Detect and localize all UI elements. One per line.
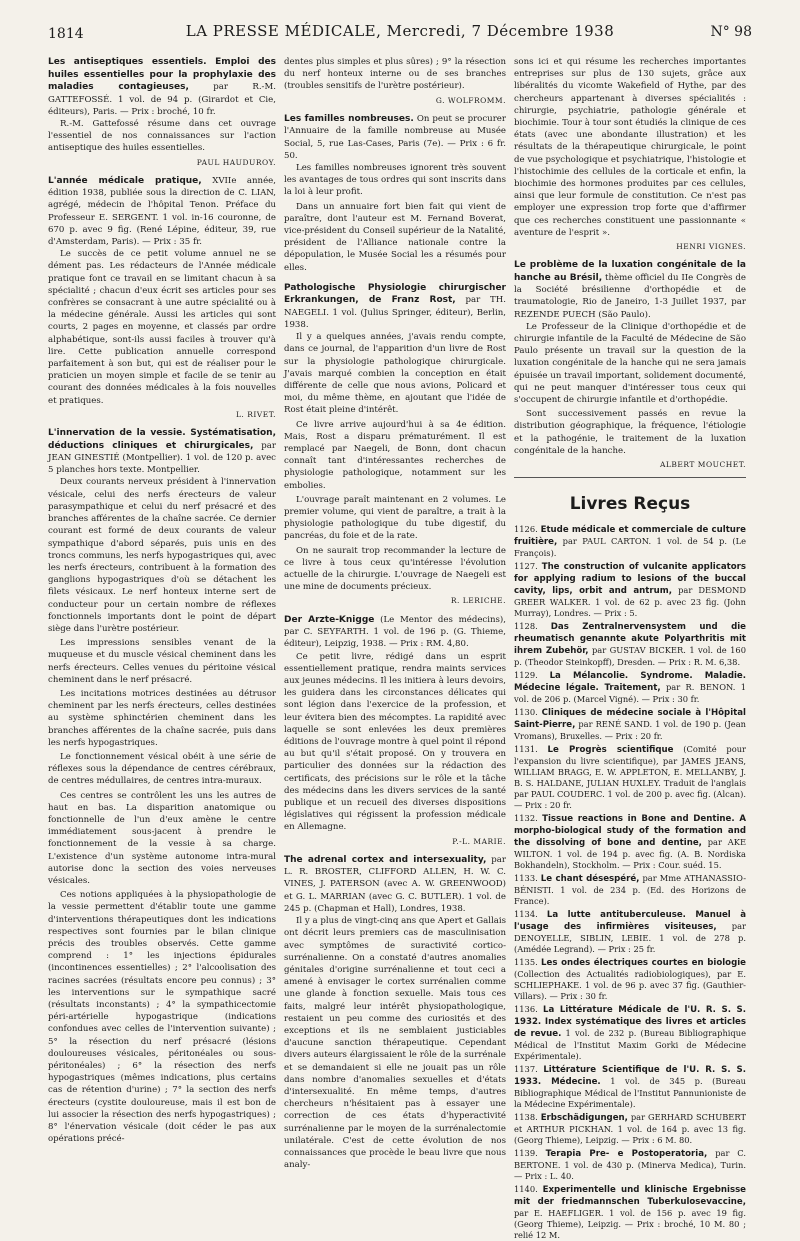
book-number: 1134. <box>514 909 538 920</box>
review-signature: HENRI VIGNES. <box>676 242 746 252</box>
review-innervation-vessie <box>48 427 276 1145</box>
review-pathologische-physiologie <box>284 282 506 608</box>
book-title: Le Progrès scientifique <box>547 745 674 756</box>
book-details: par AKE WILTON. 1 vol. de 194 p. avec fig. (A. B. Nordiska Bokhandeln), Stockholm. — Prix : Cour. suéd. 15. <box>514 837 747 871</box>
review-reference: par JEAN GINESTIÉ (Montpellier). 1 vol. de 120 p. avec 5 planches hors texte. Montpellier. <box>48 440 276 476</box>
review-reference: par TH. NAEGELI. 1 vol. (Julius Springer, éditeur), Berlin, 1938. <box>284 295 506 330</box>
book-number: 1127. <box>514 561 538 572</box>
livres-recus-heading: Livres Reçus <box>569 494 691 515</box>
book-number: 1128. <box>514 621 538 632</box>
review-title: Les antiseptiques essentiels. Emploi des huiles essentielles pour la prophylaxie des maladies contagieuses, <box>48 57 276 92</box>
review-signature: L. RIVET. <box>235 409 276 419</box>
book-title: La lutte antituberculeuse. Manuel à l'usage des infirmières visiteuses, <box>514 910 746 933</box>
book-entry <box>514 561 746 619</box>
review-paragraph: Dans un annuaire fort bien fait qui vient de paraître, dont l'auteur est M. Fernand Boverat, vice-président du Conseil supérieur de la Natalité, président de l'Alliance nationale contre la dépopulation, le Musée Social les a résumés pour elles. <box>284 201 506 273</box>
book-details: par GERHARD SCHUBERT et ARTHUR PICKHAN. 1 vol. de 164 p. avec 13 fig. (Georg Thieme), Leipzig. — Prix : 6 M. 80. <box>514 1112 747 1146</box>
review-reference: XVIIe année, édition 1938, publiée sous la direction de C. LIAN, agrégé, médecin de l'hôpital Tenon. Préface du Professeur E. SERGENT. 1 vol. in-16 couronne, de 670 p. avec 9 fig. (René Lépine, éditeur, 39, rue d'Amsterdam, Paris). — Prix : 35 fr. <box>48 175 276 248</box>
book-title: Tissue reactions in Bone and Dentine. A morpho-biological study of the formation and the dissolving of bone and dentine, <box>514 814 746 849</box>
review-paragraph: On ne saurait trop recommander la lecture de ce livre à tous ceux qu'intéresse l'évolution actuelle de la chirurgie. L'ouvrage de Naegeli est une mine de documents précieux. <box>284 545 506 593</box>
book-number: 1130. <box>514 707 538 718</box>
review-paragraph: L'ouvrage paraît maintenant en 2 volumes. Le premier volume, qui vient de paraître, a trait à la physiologie pathologique du tube digestif, du pancréas, du foie et de la rate. <box>284 494 506 542</box>
book-title: Experimentelle und klinische Ergebnisse mit der friedmannschen Tuberkulosevaccine, <box>514 1185 747 1208</box>
review-title: Les familles nombreuses. <box>284 113 414 124</box>
book-entry <box>514 813 746 871</box>
review-luxation-hanche <box>514 259 746 471</box>
book-title: Le chant désespéré, <box>540 874 640 885</box>
review-reference: par R.-M. GATTEFOSSÉ. 1 vol. de 94 p. (Girardot et Cie, éditeurs), Paris. — Prix : broché, 10 fr. <box>48 82 276 117</box>
book-title: Littérature Scientifique de l'U. R. S. S. 1933. Médecine. <box>514 1065 746 1088</box>
book-entry <box>514 670 746 705</box>
book-number: 1129. <box>514 670 538 681</box>
review-signature: PAUL HAUDUROY. <box>196 157 276 167</box>
review-antiseptiques <box>48 56 276 169</box>
book-number: 1126. <box>514 524 538 535</box>
book-details: par DENOYELLE, SIBLIN, LEBIE. 1 vol. de 278 p. (Amédée Legrand). — Prix : 25 fr. <box>514 921 747 955</box>
page-header <box>48 22 752 44</box>
book-details: (Comité pour l'expansion du livre scientifique), par JAMES JEANS, WILLIAM BRAGG, E. W. APPLETON, E. MELLANBY, J. B. S. HALDANE, JULIAN HUXLEY. Traduit de l'anglais par PAUL COUDERC. 1 vol. de 200 p. avec fig. (Alcan). — Prix : 20 fr. <box>514 744 747 811</box>
book-number: 1140. <box>514 1184 538 1195</box>
book-entry <box>514 909 746 955</box>
review-title: L'innervation de la vessie. Systématisation, déductions cliniques et chirurgicales, <box>48 428 276 451</box>
book-title: The construction of vulcanite applicators for applying radium to lesions of the buccal cavity, lips, orbit and antrum, <box>514 562 746 597</box>
book-title: La Mélancolie. Syndrome. Maladie. Médecine légale. Traitement, <box>514 671 747 694</box>
review-title: Der Arzte-Knigge <box>284 614 375 625</box>
review-paragraph: Il y a plus de vingt-cinq ans que Apert et Gallais ont décrit leurs premiers cas de masculinisation avec symptômes de suractivité cortico-surrénalienne. On a constaté d'autres anomalies génitales d'origine surrénalienne et tout ceci a amené à envisager le cortex surrénalien comme une glande à fonction sexuelle. Mais tous ces faits, malgré leur intérêt physiopathologique, restaient un peu comme des curiosités et des exceptions et ils ne semblaient justiciables d'aucune sanction thérapeutique. Cependant divers auteurs élargissaient le rôle de la surrénale et se demandaient si elle ne jouait pas un rôle dans nombre d'anomalies sexuelles et d'états d'intersexualité. En même temps, d'autres chercheurs n'hésitaient pas à essayer une correction de ces états d'hyperactivité surrénalienne par le moyen de la surrénalectomie unilatérale. C'est de cette évolution de nos connaissances que procède le beau livre que nous analy- <box>284 916 506 1171</box>
book-title: La Littérature Médicale de l'U. R. S. S. 1932. Index systématique des livres et articles de revue. <box>514 1005 746 1040</box>
book-details: par Mme ATHANASSIO-BÉNISTI. 1 vol. de 234 p. (Ed. des Horizons de France). <box>514 873 746 907</box>
review-paragraph: Ces notions appliquées à la physiopathologie de la vessie permettent d'établir toute une gamme d'interventions thérapeutiques dont les indications respectives sont fournies par le bilan clinique précis des troubles observés. Cette gamme comprend : 1° les injections épidurales (incontinences essentielles) ; 2° l'alcoolisation des racines sacrées (résultats encore peu connus) ; 3° les interventions sur le sympathique sacré (résultats inconstants) ; 4° la sympathicectomie péri-artérielle hypogastrique (indications confondues avec celles de l'intervention suivante) ; 5° la résection du nerf présacré (lésions douloureuses vésicales, péritonéales ou sous-péritonéales) ; 6° la résection des nerfs hypogastriques (mêmes indications, plus certains cas de rétention d'urine) ; 7° la section des nerfs érecteurs (cystite douloureuse, mais il est bon de lui associer la résection des nerfs hypogastriques) ; 8° l'énervation vésicale (doit céder le pas aux opérations précé- <box>48 890 276 1145</box>
book-number: 1139. <box>514 1148 538 1159</box>
book-details: par E. HAEFLIGER. 1 vol. de 156 p. avec 19 fig. (Georg Thieme), Leipzig. — Prix : broché, 10 M. 80 ; relié 12 M. <box>514 1208 746 1241</box>
review-paragraph: dentes plus simples et plus sûres) ; 9° la résection du nerf honteux interne ou de ses branches (troubles sensitifs de l'urètre postérieur). <box>284 57 506 92</box>
review-paragraph: sons ici et qui résume les recherches importantes entreprises sur plus de 130 sujets, grâce aux libéralités du vicomte Wakefield of Hythe, par des chercheurs appartenant à diverses spécialités : chirurgie, psychiatrie, pathologie générale et biochimie. Tour à tour sont étudiés la clinique de ces états (avec une abondante illustration) et les résultats de la thérapeutique chirurgicale, le point de vue psychologique et psychiatrique, l'histologie et l'histochimie des cellules de la corticale et enfin, la biochimie des hormones produites par ces cellules, ainsi que leur formule de constitution. Ce n'est pas employer une expression trop forte que d'affirmer que ces recherches constituent une passionnante « aventure de l'esprit ». <box>514 57 746 238</box>
book-number: 1133. <box>514 873 538 884</box>
column-middle <box>284 56 507 1171</box>
book-entry <box>514 744 746 811</box>
book-title: Terapia Pre- e Postoperatoria, <box>545 1149 708 1160</box>
review-paragraph: Les incitations motrices destinées au détrusor cheminent par les nerfs érecteurs, celles destinées au système sphinctérien cheminent dans les branches afférentes de la chaîne sacrée, puis dans les nerfs hypogastriques. <box>48 688 276 748</box>
book-details: par C. BERTONE. 1 vol. de 430 p. (Minerva Medica), Turin. — Prix : L. 40. <box>514 1148 746 1182</box>
review-paragraph: Ce petit livre, rédigé dans un esprit essentiellement pratique, rendra maints services aux jeunes médecins. Il les initiera à leurs devoirs, les guidera dans les circonstances délicates qui sont légion dans l'exercice de la profession, et leur évitera bien des mécomptes. La rapidité avec laquelle se sont enlevées les deux premières éditions de l'ouvrage montre à quel point il répond au but qu'il s'était proposé. On y trouvera en particulier des données sur la rédaction des certificats, des précisions sur le rôle et la tâche des médecins dans les divers services de la santé publique et un recueil des diverses dispositions législatives qui régissent la profession médicale en Allemagne. <box>284 651 506 833</box>
review-reference: par L. R. BROSTER, CLIFFORD ALLEN, H. W. C. VINES, J. PATERSON (avec A. W. GREENWOOD) et G. L. MARRIAN (avec G. C. BUTLER). 1 vol. de 245 p. (Chapman et Hall), Londres, 1938. <box>284 854 507 914</box>
book-details: par R. BENON. 1 vol. de 206 p. (Marcel Vigné). — Prix : 30 fr. <box>514 682 746 705</box>
book-entry <box>514 707 746 742</box>
review-reference: thème officiel du IIe Congrès de la Société brésilienne d'orthopédie et de traumatologie, Rio de Janeiro, 1-3 Juillet 1937, par REZENDE PUECH (São Paulo). <box>514 272 746 320</box>
book-number: 1132. <box>514 813 538 824</box>
review-signature: R. LERICHE. <box>450 596 506 606</box>
book-title: Etude médicale et commerciale de culture fruitière, <box>514 525 746 548</box>
books-list <box>514 524 746 1241</box>
review-paragraph: Le succès de ce petit volume annuel ne se dément pas. Les rédacteurs de l'Année médicale pratique font ce travail en se limitant chacun à sa spécialité ; chacun d'eux écrit ses articles pour ses confrères se consacrant à une autre spécialité ou à la médecine générale. Aussi les articles qui sont courts, 2 pages en moyenne, et classés par ordre alphabétique, sont-ils aussi faciles à trouver qu'à lire. Cette publication annuelle correspond parfaitement à son but, qui est de réaliser pour le praticien un moyen simple et facile de se tenir au courant des données médicales à la fois nouvelles et pratiques. <box>48 249 276 406</box>
column-left <box>48 56 276 1145</box>
review-reference: (Le Mentor des médecins), par C. SEYFARTH. 1 vol. de 196 p. (G. Thieme, éditeur), Leipzig, 1938. — Prix : RM. 4,80. <box>284 614 507 650</box>
review-title: The adrenal cortex and intersexuality, <box>284 854 487 865</box>
review-familles-nombreuses <box>284 113 506 274</box>
journal-title: LA PRESSE MÉDICALE, Mercredi, 7 Décembre 1938 <box>185 22 615 40</box>
book-entry <box>514 873 746 907</box>
book-entry <box>514 1064 746 1110</box>
column-right <box>514 56 747 1241</box>
book-title: Erbschädigungen, <box>540 1113 628 1124</box>
book-details: (Collection des Actualités radiobiologiques), par E. SCHLIEPHAKE. 1 vol. de 96 p. avec 37 fig. (Gauthier-Villars). — Prix : 30 fr. <box>514 969 746 1002</box>
review-paragraph: Les impressions sensibles venant de la muqueuse et du muscle vésical cheminent dans les nerfs érecteurs. Celles venues du péritoine vésical cheminent dans le nerf présacré. <box>48 638 276 685</box>
book-entry <box>514 1148 746 1182</box>
review-signature: P.-L. MARIE. <box>452 836 506 846</box>
book-details: par RENÉ SAND. 1 vol. de 190 p. (Jean Vromans), Bruxelles. — Prix : 20 fr. <box>514 719 746 742</box>
book-details: par PAUL CARTON. 1 vol. de 54 p. (Le François). <box>514 536 747 559</box>
book-number: 1138. <box>514 1112 538 1123</box>
review-paragraph: Sont successivement passés en revue la distribution géographique, la fréquence, l'étiologie et la pathogénie, le traitement de la luxation congénitale de la hanche. <box>514 409 746 456</box>
book-details: par DESMOND GREER WALKER. 1 vol. de 62 p. avec 23 fig. (John Murray), Londres. — Prix : 5. <box>514 585 746 619</box>
book-entry <box>514 957 746 1002</box>
review-paragraph: Ce livre arrive aujourd'hui à sa 4e édition. Mais, Rost a disparu prématurément. Il est remplacé par Naegeli, de Bonn, dont chacun connaît tant d'intéressantes recherches de physiologie pathologique, notamment sur les embolies. <box>284 419 506 491</box>
review-title: Pathologische Physiologie chirurgischer Erkrankungen, de Franz Rost, <box>284 282 506 306</box>
review-paragraph: Le fonctionnement vésical obéit à une série de réflexes sous la dépendance de centres cérébraux, de centres médullaires, de centres intra-muraux. <box>48 751 276 787</box>
review-paragraph: Deux courants nerveux président à l'innervation vésicale, celui des nerfs érecteurs de valeur parasympathique et celui du nerf présacré et des branches afférentes de la chaîne sacrée. Ce dernier courant est formé de deux courants de valeur sympathique d'abord séparés, puis unis en des troncs communs, les nerfs hypogastriques qui, avec les nerfs érecteurs, contribuent à la formation des ganglions hypogastriques d'où se détachent les filets vésicaux. Le nerf honteux interne sert de conducteur pour un certain nombre de réflexes fonctionnels importants dont le point de départ siège dans l'urètre postérieur. <box>48 477 276 634</box>
review-paragraph: Il y a quelques années, j'avais rendu compte, dans ce journal, de l'apparition d'un livre de Rost sur la physiologie pathologique chirurgicale. J'avais marqué combien la conception en était différente de celle que nous avions, Policard et moi, du même thème, en ajoutant que l'idée de Rost était pleine d'intérêt. <box>284 332 506 416</box>
review-paragraph: R.-M. Gattefossé résume dans cet ouvrage l'essentiel de nos connaissances sur l'action antiseptique des huiles essentielles. <box>48 118 276 154</box>
page-number: 1814 <box>48 26 84 42</box>
review-title: L'année médicale pratique, <box>48 175 202 186</box>
review-signature: G. WOLFROMM. <box>435 95 506 105</box>
book-number: 1136. <box>514 1004 538 1015</box>
book-entry <box>514 1184 746 1241</box>
review-signature: ALBERT MOUCHET. <box>660 460 746 470</box>
review-adrenal-cortex <box>284 854 506 1172</box>
issue-number: N° 98 <box>710 24 752 40</box>
book-number: 1131. <box>514 744 538 755</box>
review-paragraph: Le Professeur de la Clinique d'orthopédie et de chirurgie infantile de la Faculté de Médecine de São Paulo présente un travail sur la question de la luxation congénitale de la hanche qui ne sera jamais épuisée un travail important, solidement documenté, qui ne peut manquer d'intéresser tous ceux qui s'occupent de chirurgie infantile et d'orthopédie. <box>514 321 746 406</box>
book-number: 1135. <box>514 957 538 968</box>
book-title: Cliniques de médecine sociale à l'Hôpital Saint-Pierre, <box>514 708 747 731</box>
book-details: 1 vol. de 232 p. (Bureau Bibliographique Médical de l'Institut Maxim Gorki de Médecine Expérimentale). <box>514 1028 746 1062</box>
review-paragraph: Ces centres se contrôlent les uns les autres de haut en bas. La disparition anatomique ou fonctionnelle de l'un d'eux amène le centre immédiatement sous-jacent à prendre le fonctionnement de la vessie à sa charge. L'existence d'un système autonome intra-mural autorise donc la section des voies nerveuses vésicales. <box>48 790 276 886</box>
book-title: Les ondes électriques courtes en biologie <box>541 958 746 969</box>
review-paragraph: Les familles nombreuses ignorent très souvent les avantages de tous ordres qui sont inscrits dans la loi à leur profit. <box>284 162 506 198</box>
book-entry <box>514 1112 746 1146</box>
book-entry <box>514 621 746 668</box>
book-details: 1 vol. de 345 p. (Bureau Bibliographique Médical de l'Institut Pannunioniste de la Médecine Expérimentale). <box>514 1076 746 1110</box>
livres-recus-section <box>514 477 746 1241</box>
review-title: Le problème de la luxation congénitale de la hanche au Brésil, <box>514 260 746 283</box>
book-number: 1137. <box>514 1064 538 1075</box>
book-title: Das Zentralnervensystem und die rheumatisch genannte akute Polyarthritis mit ihrem Zubehör, <box>514 622 747 657</box>
review-arzte-knigge <box>284 614 506 848</box>
book-entry <box>514 1004 746 1062</box>
book-entry <box>514 524 746 559</box>
review-annee-medicale <box>48 175 276 421</box>
review-reference: On peut se procurer l'Annuaire de la famille nombreuse au Musée Social, 5, rue Las-Cases, Paris (7e). — Prix : 6 fr. 50. <box>284 113 507 161</box>
book-details: par GUSTAV BICKER. 1 vol. de 160 p. (Theodor Steinkopff), Dresden. — Prix : R. M. 6,38. <box>514 645 746 668</box>
